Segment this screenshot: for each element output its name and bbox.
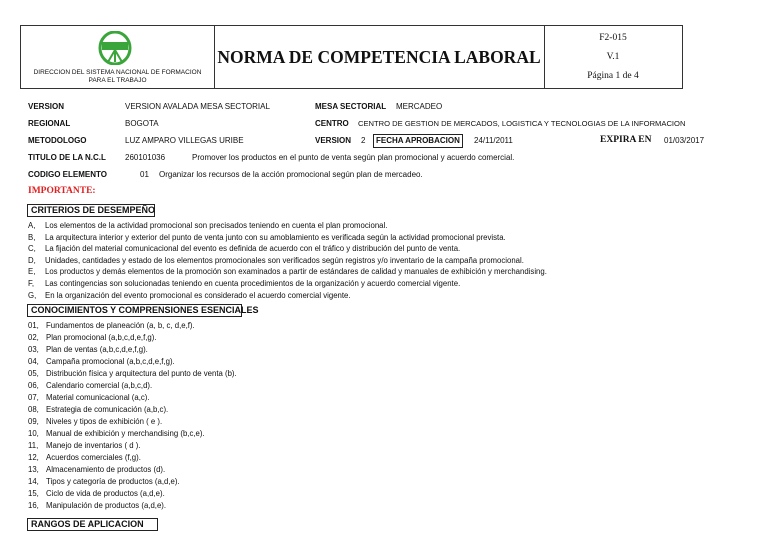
codigo-code: 01 xyxy=(140,170,149,179)
sena-logo-icon xyxy=(97,31,133,65)
list-item xyxy=(28,256,524,266)
expira-label: EXPIRA EN xyxy=(600,135,652,145)
list-item xyxy=(28,405,168,415)
fecha-label: FECHA APROBACION xyxy=(373,134,463,148)
list-item xyxy=(28,429,205,439)
list-item xyxy=(28,489,165,499)
conocimientos-heading: CONOCIMIENTOS Y COMPRENSIONES ESENCIALES xyxy=(27,304,242,317)
item-text: Calendario comercial (a,b,c,d). xyxy=(46,381,153,390)
list-item xyxy=(28,453,141,463)
fecha-value: 24/11/2011 xyxy=(474,136,513,145)
regional-value: BOGOTA xyxy=(125,119,159,128)
list-item xyxy=(28,441,140,451)
list-item xyxy=(28,291,351,301)
item-key: G, xyxy=(28,290,37,300)
item-key: F, xyxy=(28,279,35,288)
item-key: C, xyxy=(28,244,36,254)
item-key: 01, xyxy=(28,321,39,330)
item-text: Plan promocional (a,b,c,d,e,f,g). xyxy=(46,333,157,342)
item-text: Niveles y tipos de exhibición ( e ). xyxy=(46,417,163,426)
item-key: 14, xyxy=(28,477,39,486)
item-text: Acuerdos comerciales (f,g). xyxy=(46,453,141,462)
item-key: E, xyxy=(28,267,36,277)
titulo-label: TITULO DE LA N.C.L xyxy=(28,153,106,162)
list-item xyxy=(28,221,387,231)
item-key: D, xyxy=(28,255,36,265)
codigo-value: Organizar los recursos de la acción promocional según plan de mercadeo. xyxy=(159,170,423,179)
centro-label: CENTRO xyxy=(315,119,349,128)
item-text: Campaña promocional (a,b,c,d,e,f,g). xyxy=(46,357,175,366)
item-key: 03, xyxy=(28,345,39,354)
item-text: Unidades, cantidades y estado de los elementos promocionales son verificados según registros y/o inventario de la campaña promocional. xyxy=(45,255,524,265)
item-text: En la organización del evento promocional es considerado el acuerdo comercial vigente. xyxy=(45,290,351,300)
item-text: Manipulación de productos (a,d,e). xyxy=(46,501,167,510)
item-text: Manual de exhibición y merchandising (b,c,e). xyxy=(46,429,205,438)
item-key: 12, xyxy=(28,453,39,462)
form-code: F2-015 xyxy=(599,33,627,43)
item-key: 15, xyxy=(28,489,39,498)
header-org-cell xyxy=(21,26,215,88)
item-text: Plan de ventas (a,b,c,d,e,f,g). xyxy=(46,345,148,354)
page-number: Página 1 de 4 xyxy=(587,71,639,81)
list-item xyxy=(28,333,157,343)
item-key: 09, xyxy=(28,417,39,426)
item-key: 08, xyxy=(28,405,39,414)
list-item xyxy=(28,501,166,511)
mesa-label: MESA SECTORIAL xyxy=(315,102,387,111)
regional-label: REGIONAL xyxy=(28,119,71,128)
list-item xyxy=(28,279,460,289)
metodologo-label: METODOLOGO xyxy=(28,136,87,145)
titulo-value: Promover los productos en el punto de venta según plan promocional y acuerdo comercial. xyxy=(192,153,515,162)
page-title: NORMA DE COMPETENCIA LABORAL xyxy=(217,47,541,67)
item-key: 06, xyxy=(28,381,39,390)
item-key: 04, xyxy=(28,357,39,366)
list-item xyxy=(28,267,547,277)
item-text: Las contingencias son solucionadas teniendo en cuenta procedimientos de la organización y acuerdo comercial vigente. xyxy=(45,279,461,288)
version-value: VERSION AVALADA MESA SECTORIAL xyxy=(125,102,270,111)
header-title-cell xyxy=(214,26,545,88)
item-text: Material comunicacional (a,c). xyxy=(46,393,150,402)
item-key: 16, xyxy=(28,501,39,510)
document-header xyxy=(20,25,683,89)
item-key: 07, xyxy=(28,393,39,402)
item-text: Fundamentos de planeación (a, b, c, d,e,f). xyxy=(46,321,195,330)
mesa-value: MERCADEO xyxy=(396,102,443,111)
list-item xyxy=(28,357,175,367)
version-label: VERSION xyxy=(28,102,65,111)
item-key: B, xyxy=(28,232,36,242)
item-text: Tipos y categoría de productos (a,d,e). xyxy=(46,477,180,486)
item-text: Los elementos de la actividad promocional son precisados teniendo en cuenta el plan promocional. xyxy=(45,221,388,230)
item-text: Almacenamiento de productos (d). xyxy=(46,465,166,474)
list-item xyxy=(28,345,148,355)
criterios-heading: CRITERIOS DE DESEMPEÑO xyxy=(27,204,155,217)
org-name xyxy=(21,69,214,85)
item-text: La fijación del material comunicacional del evento es definida de acuerdo con el tráfico y distribución del punto de venta. xyxy=(45,244,461,254)
version2-label: VERSION xyxy=(315,136,352,145)
metodologo-value: LUZ AMPARO VILLEGAS URIBE xyxy=(125,136,244,145)
list-item xyxy=(28,393,150,403)
list-item xyxy=(28,244,460,254)
org-line-2: PARA EL TRABAJO xyxy=(88,77,147,84)
importante-heading: IMPORTANTE: xyxy=(28,186,96,196)
list-item xyxy=(28,233,506,243)
form-version: V.1 xyxy=(606,52,620,62)
list-item xyxy=(28,321,195,331)
expira-value: 01/03/2017 xyxy=(664,136,705,145)
titulo-code: 260101036 xyxy=(125,153,166,162)
item-text: Los productos y demás elementos de la promoción son examinados a partir de estándares de calidad y manuales de exhibición y merchandising. xyxy=(45,267,547,277)
version2-value: 2 xyxy=(361,136,366,145)
codigo-label: CODIGO ELEMENTO xyxy=(28,170,107,179)
list-item xyxy=(28,417,162,427)
item-key: 11, xyxy=(28,441,39,450)
item-key: 10, xyxy=(28,429,39,438)
item-text: Manejo de inventarios ( d ). xyxy=(46,441,141,450)
header-meta xyxy=(544,29,682,86)
item-key: 02, xyxy=(28,333,39,342)
list-item xyxy=(28,477,180,487)
item-key: A, xyxy=(28,221,36,230)
item-text: Estrategia de comunicación (a,b,c). xyxy=(46,405,169,414)
list-item xyxy=(28,465,165,475)
item-text: Ciclo de vida de productos (a,d,e). xyxy=(46,489,165,498)
item-key: 05, xyxy=(28,369,39,378)
item-key: 13, xyxy=(28,465,39,474)
item-text: La arquitectura interior y exterior del punto de venta junto con su amoblamiento es verificada según la actividad promocional prevista. xyxy=(45,232,506,242)
list-item xyxy=(28,369,237,379)
list-item xyxy=(28,381,152,391)
org-line-1: DIRECCION DEL SISTEMA NACIONAL DE FORMACION xyxy=(33,69,202,76)
rangos-heading: RANGOS DE APLICACION xyxy=(27,518,158,531)
item-text: Distribución física y arquitectura del punto de venta (b). xyxy=(46,369,237,378)
centro-value: CENTRO DE GESTION DE MERCADOS, LOGISTICA Y TECNOLOGIAS DE LA INFORMACION xyxy=(358,119,686,128)
